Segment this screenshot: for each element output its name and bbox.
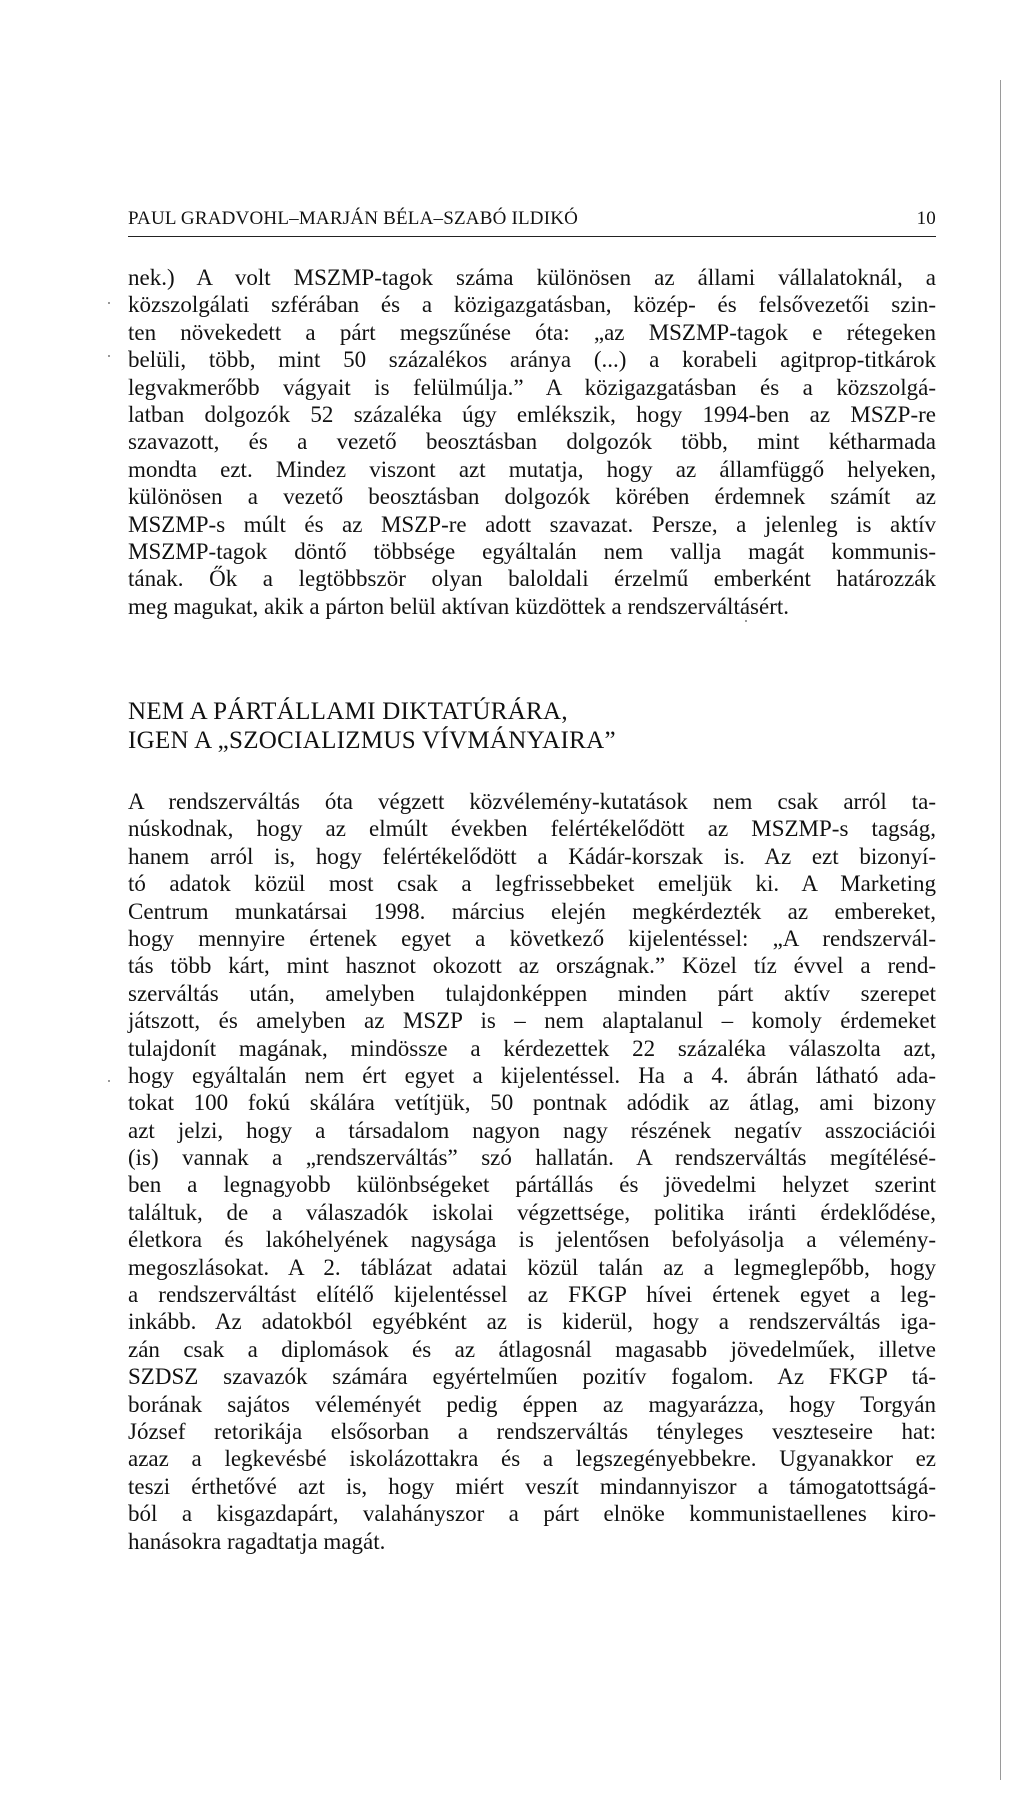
paragraph-1-line: latban dolgozók 52 százaléka úgy emlékszik, hogy 1994-ben az MSZP-re [128, 401, 936, 427]
paragraph-2-line: hanem arról is, hogy felértékelődött a Kádár-korszak is. Az ezt bizonyí- [128, 843, 936, 869]
paragraph-2-line: tokat 100 fokú skálára vetítjük, 50 pontnak adódik az átlag, ami bizony [128, 1090, 936, 1116]
paragraph-2-line: szerváltás után, amelyben tulajdonképpen minden párt aktív szerepet [128, 980, 936, 1006]
paragraph-2-line: a rendszerváltást elítélő kijelentéssel az FKGP hívei értenek egyet a leg- [128, 1282, 936, 1308]
paragraph-2-line: Centrum munkatársai 1998. március elején megkérdezték az embereket, [128, 898, 936, 924]
paragraph-1-line: nek.) A volt MSZMP-tagok száma különösen az állami vállalatoknál, a [128, 265, 936, 290]
print-speck [745, 620, 747, 622]
paragraph-2-line: hanásokra ragadtatja magát. [128, 1528, 386, 1554]
section-heading-line-1: NEM A PÁRTÁLLAMI DIKTATÚRÁRA, [128, 698, 568, 725]
page-number: 10 [916, 208, 936, 229]
paragraph-2-line: zán csak a diplomások és az átlagosnál magasabb jövedelműek, illetve [128, 1336, 936, 1362]
paragraph-2-line: núskodnak, hogy az elmúlt években felértékelődött az MSZMP-s tagság, [128, 816, 936, 842]
paragraph-1-line: mondta ezt. Mindez viszont azt mutatja, hogy az államfüggő helyeken, [128, 456, 936, 482]
header-authors: PAUL GRADVOHL–MARJÁN BÉLA–SZABÓ ILDIKÓ [128, 208, 579, 229]
paragraph-2-line: azaz a legkevésbé iskolázottakra és a legszegényebbekre. Ugyanakkor ez [128, 1446, 936, 1472]
paragraph-2-line: ból a kisgazdapárt, valahányszor a párt elnöke kommunistaellenes kiro- [128, 1501, 936, 1527]
paragraph-2-line: SZDSZ szavazók számára egyértelműen pozitív fogalom. Az FKGP tá- [128, 1364, 936, 1390]
paragraph-1-line: különösen a vezető beosztásban dolgozók körében érdemnek számít az [128, 484, 936, 510]
paragraph-2-line: hogy egyáltalán nem ért egyet a kijelentéssel. Ha a 4. ábrán látható ada- [128, 1062, 936, 1088]
paragraph-1-line: ten növekedett a párt megszűnése óta: „az MSZMP-tagok e rétegeken [128, 319, 936, 345]
paragraph-2-line: életkora és lakóhelyének nagysága is jelentősen befolyásolja a vélemény- [128, 1227, 936, 1253]
paragraph-2-line: megoszlásokat. A 2. táblázat adatai közül talán az a legmeglepőbb, hogy [128, 1254, 936, 1280]
paragraph-2-line: azt jelzi, hogy a társadalom nagyon nagy részének negatív asszociációi [128, 1117, 936, 1143]
paragraph-2-line: tó adatok közül most csak a legfrissebbeket emeljük ki. A Marketing [128, 871, 936, 897]
paragraph-2-line: játszott, és amelyben az MSZP is – nem alaptalanul – komoly érdemeket [128, 1008, 936, 1034]
paragraph-1-line: meg magukat, akik a párton belül aktívan küzdöttek a rendszerváltásért. [128, 593, 790, 619]
paragraph-2-line: ben a legnagyobb különbségeket pártállás és jövedelmi helyzet szerint [128, 1172, 936, 1198]
running-header [128, 202, 936, 237]
paragraph-1-line: tának. Ők a legtöbbször olyan baloldali érzelmű emberként határozzák [128, 566, 936, 592]
paragraph-1 [128, 264, 936, 620]
paragraph-2-line: inkább. Az adatokból egyébként az is kiderül, hogy a rendszerváltás iga- [128, 1309, 936, 1335]
paragraph-2-line: találtuk, de a válaszadók iskolai végzettsége, politika iránti érdeklődése, [128, 1199, 936, 1225]
paragraph-2-line: (is) vannak a „rendszerváltás” szó hallatán. A rendszerváltás megítélésé- [128, 1145, 936, 1171]
section-heading [128, 697, 936, 755]
paragraph-2-line: tás több kárt, mint hasznot okozott az országnak.” Közel tíz évvel a rend- [128, 953, 936, 979]
paragraph-1-line: MSZMP-s múlt és az MSZP-re adott szavazat. Persze, a jelenleg is aktív [128, 511, 936, 537]
print-speck [108, 355, 110, 357]
print-speck [108, 1080, 110, 1082]
paragraph-1-line: belüli, több, mint 50 százalékos aránya (...) a korabeli agitprop-titkárok [128, 347, 936, 373]
page-edge-line [1000, 80, 1001, 1780]
section-heading-line-2: IGEN A „SZOCIALIZMUS VÍVMÁNYAIRA” [128, 727, 616, 754]
paragraph-2-line: hogy mennyire értenek egyet a következő kijelentéssel: „A rendszervál- [128, 925, 936, 951]
paragraph-2-line: József retorikája elsősorban a rendszerváltás tényleges veszteseire hat: [128, 1418, 936, 1444]
paragraph-2-line: A rendszerváltás óta végzett közvélemény-kutatások nem csak arról ta- [128, 789, 936, 814]
paragraph-1-line: szavazott, és a vezető beosztásban dolgozók több, mint kétharmada [128, 429, 936, 455]
paragraph-1-line: legvakmerőbb vágyait is felülmúlja.” A közigazgatásban és a közszolgá- [128, 374, 936, 400]
print-speck [108, 302, 110, 304]
paragraph-2 [128, 788, 936, 1555]
paragraph-1-line: közszolgálati szférában és a közigazgatásban, közép- és felsővezetői szin- [128, 292, 936, 318]
paragraph-2-line: borának sajátos véleményét pedig éppen az magyarázza, hogy Torgyán [128, 1391, 936, 1417]
paragraph-2-line: tulajdonít magának, mindössze a kérdezettek 22 százaléka válaszolta azt, [128, 1035, 936, 1061]
paragraph-2-line: teszi érthetővé azt is, hogy miért veszít mindannyiszor a támogatottságá- [128, 1473, 936, 1499]
paragraph-1-line: MSZMP-tagok döntő többsége egyáltalán nem vallja magát kommunis- [128, 538, 936, 564]
